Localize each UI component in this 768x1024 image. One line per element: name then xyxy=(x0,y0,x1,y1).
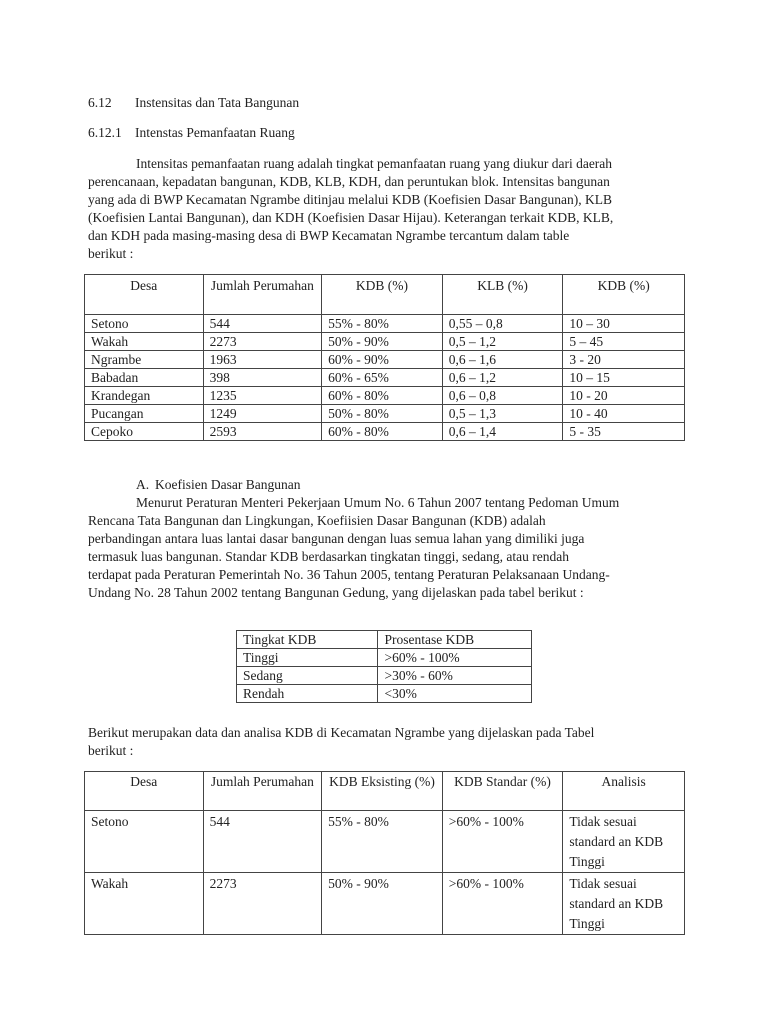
table-row xyxy=(237,685,532,703)
cell-analisis: Tidak sesuai standard an KDB Tinggi xyxy=(563,811,685,873)
table-row xyxy=(85,315,685,333)
cell-jumlah: 2593 xyxy=(203,423,322,441)
table-row xyxy=(237,649,532,667)
paragraph-line: Berikut merupakan data dan analisa KDB di Kecamatan Ngrambe yang dijelaskan pada Tabel xyxy=(88,725,595,740)
cell-prosentase: <30% xyxy=(378,685,532,703)
cell-kdb-2: 5 – 45 xyxy=(563,333,685,351)
cell-jumlah: 398 xyxy=(203,369,322,387)
cell-kdb-standar: >60% - 100% xyxy=(442,811,563,873)
cell-klb: 0,5 – 1,3 xyxy=(442,405,563,423)
section-heading xyxy=(88,94,300,112)
table-row xyxy=(237,667,532,685)
cell-kdb: 50% - 80% xyxy=(322,405,443,423)
cell-kdb: 60% - 65% xyxy=(322,369,443,387)
paragraph-line: berikut : xyxy=(88,246,134,261)
cell-kdb-2: 3 - 20 xyxy=(563,351,685,369)
analysis-intro xyxy=(88,724,688,760)
cell-tingkat: Sedang xyxy=(237,667,378,685)
section-a-heading xyxy=(136,476,301,494)
cell-desa: Setono xyxy=(85,811,204,873)
cell-kdb-2: 10 - 20 xyxy=(563,387,685,405)
col-header-kdb-eksisting: KDB Eksisting (%) xyxy=(322,772,443,811)
col-header-desa: Desa xyxy=(85,275,204,315)
paragraph-line: Menurut Peraturan Menteri Pekerjaan Umum No. 6 Tahun 2007 tentang Pedoman Umum xyxy=(136,495,620,510)
paragraph-line: Rencana Tata Bangunan dan Lingkungan, Koefiisien Dasar Bangunan (KDB) adalah xyxy=(88,513,546,528)
cell-kdb: 60% - 90% xyxy=(322,351,443,369)
cell-klb: 0,5 – 1,2 xyxy=(442,333,563,351)
table-row xyxy=(85,873,685,935)
section-a-label: A. xyxy=(136,477,150,492)
cell-klb: 0,6 – 1,6 xyxy=(442,351,563,369)
cell-kdb: 50% - 90% xyxy=(322,333,443,351)
col-header-jumlah-perumahan: Jumlah Perumahan xyxy=(203,275,322,315)
table-row xyxy=(85,811,685,873)
cell-kdb-eksisting: 55% - 80% xyxy=(322,811,443,873)
cell-klb: 0,6 – 1,2 xyxy=(442,369,563,387)
col-header-tingkat-kdb: Tingkat KDB xyxy=(237,631,378,649)
cell-klb: 0,6 – 1,4 xyxy=(442,423,563,441)
section-number: 6.12 xyxy=(88,95,112,110)
cell-prosentase: >30% - 60% xyxy=(378,667,532,685)
cell-jumlah: 1963 xyxy=(203,351,322,369)
paragraph-line: termasuk luas bangunan. Standar KDB berdasarkan tingkatan tinggi, sedang, atau rendah xyxy=(88,549,569,564)
paragraph-line: terdapat pada Peraturan Pemerintah No. 36 Tahun 2005, tentang Peraturan Pelaksanaan Undang- xyxy=(88,567,610,582)
cell-desa: Babadan xyxy=(85,369,204,387)
cell-desa: Krandegan xyxy=(85,387,204,405)
col-header-jumlah-perumahan: Jumlah Perumahan xyxy=(203,772,322,811)
cell-desa: Setono xyxy=(85,315,204,333)
cell-kdb-2: 10 - 40 xyxy=(563,405,685,423)
kdb-standard-table xyxy=(236,630,532,703)
cell-desa: Pucangan xyxy=(85,405,204,423)
subsection-number: 6.12.1 xyxy=(88,125,122,140)
cell-tingkat: Rendah xyxy=(237,685,378,703)
col-header-prosentase-kdb: Prosentase KDB xyxy=(378,631,532,649)
cell-desa: Wakah xyxy=(85,873,204,935)
table-row xyxy=(85,405,685,423)
cell-kdb-2: 10 – 15 xyxy=(563,369,685,387)
paragraph-line: perbandingan antara luas lantai dasar bangunan dengan luas semua lahan yang dimiliki juga xyxy=(88,531,585,546)
kdb-paragraph xyxy=(88,494,688,602)
table-row xyxy=(85,423,685,441)
intro-paragraph xyxy=(88,155,688,263)
table-header-row xyxy=(85,772,685,811)
table-row xyxy=(85,351,685,369)
cell-kdb: 55% - 80% xyxy=(322,315,443,333)
col-header-desa: Desa xyxy=(85,772,204,811)
cell-jumlah: 544 xyxy=(203,811,322,873)
table-header-row xyxy=(85,275,685,315)
cell-klb: 0,55 – 0,8 xyxy=(442,315,563,333)
cell-kdb: 60% - 80% xyxy=(322,423,443,441)
cell-desa: Cepoko xyxy=(85,423,204,441)
col-header-klb: KLB (%) xyxy=(442,275,563,315)
cell-jumlah: 544 xyxy=(203,315,322,333)
table-row xyxy=(85,369,685,387)
kdb-analysis-table xyxy=(84,771,685,935)
paragraph-line: yang ada di BWP Kecamatan Ngrambe ditinjau melalui KDB (Koefisien Dasar Bangunan), KLB xyxy=(88,192,612,207)
paragraph-line: dan KDH pada masing-masing desa di BWP Kecamatan Ngrambe tercantum dalam table xyxy=(88,228,570,243)
cell-kdb: 60% - 80% xyxy=(322,387,443,405)
paragraph-line: Intensitas pemanfaatan ruang adalah tingkat pemanfaatan ruang yang diukur dari daerah xyxy=(136,156,613,171)
table-row xyxy=(85,387,685,405)
cell-jumlah: 2273 xyxy=(203,873,322,935)
cell-kdb-eksisting: 50% - 90% xyxy=(322,873,443,935)
col-header-kdb: KDB (%) xyxy=(322,275,443,315)
col-header-analisis: Analisis xyxy=(563,772,685,811)
cell-desa: Ngrambe xyxy=(85,351,204,369)
table-header-row xyxy=(237,631,532,649)
cell-kdb-2: 5 - 35 xyxy=(563,423,685,441)
cell-kdb-2: 10 – 30 xyxy=(563,315,685,333)
cell-tingkat: Tinggi xyxy=(237,649,378,667)
cell-klb: 0,6 – 0,8 xyxy=(442,387,563,405)
cell-jumlah: 1249 xyxy=(203,405,322,423)
cell-kdb-standar: >60% - 100% xyxy=(442,873,563,935)
subsection-title: Intenstas Pemanfaatan Ruang xyxy=(135,125,295,140)
paragraph-line: berikut : xyxy=(88,743,134,758)
subsection-heading xyxy=(88,124,295,142)
cell-jumlah: 2273 xyxy=(203,333,322,351)
paragraph-line: perencanaan, kepadatan bangunan, KDB, KLB, KDH, dan peruntukan blok. Intensitas bangunan xyxy=(88,174,610,189)
col-header-kdb-standar: KDB Standar (%) xyxy=(442,772,563,811)
paragraph-line: (Koefisien Lantai Bangunan), dan KDH (Koefisien Dasar Hijau). Keterangan terkait KDB, KLB, xyxy=(88,210,614,225)
cell-desa: Wakah xyxy=(85,333,204,351)
cell-analisis: Tidak sesuai standard an KDB Tinggi xyxy=(563,873,685,935)
section-title: Instensitas dan Tata Bangunan xyxy=(135,95,300,110)
cell-jumlah: 1235 xyxy=(203,387,322,405)
cell-prosentase: >60% - 100% xyxy=(378,649,532,667)
table-row xyxy=(85,333,685,351)
section-a-title: Koefisien Dasar Bangunan xyxy=(155,477,301,492)
intensity-table xyxy=(84,274,685,441)
paragraph-line: Undang No. 28 Tahun 2002 tentang Bangunan Gedung, yang dijelaskan pada tabel berikut : xyxy=(88,585,584,600)
col-header-kdb-2: KDB (%) xyxy=(563,275,685,315)
